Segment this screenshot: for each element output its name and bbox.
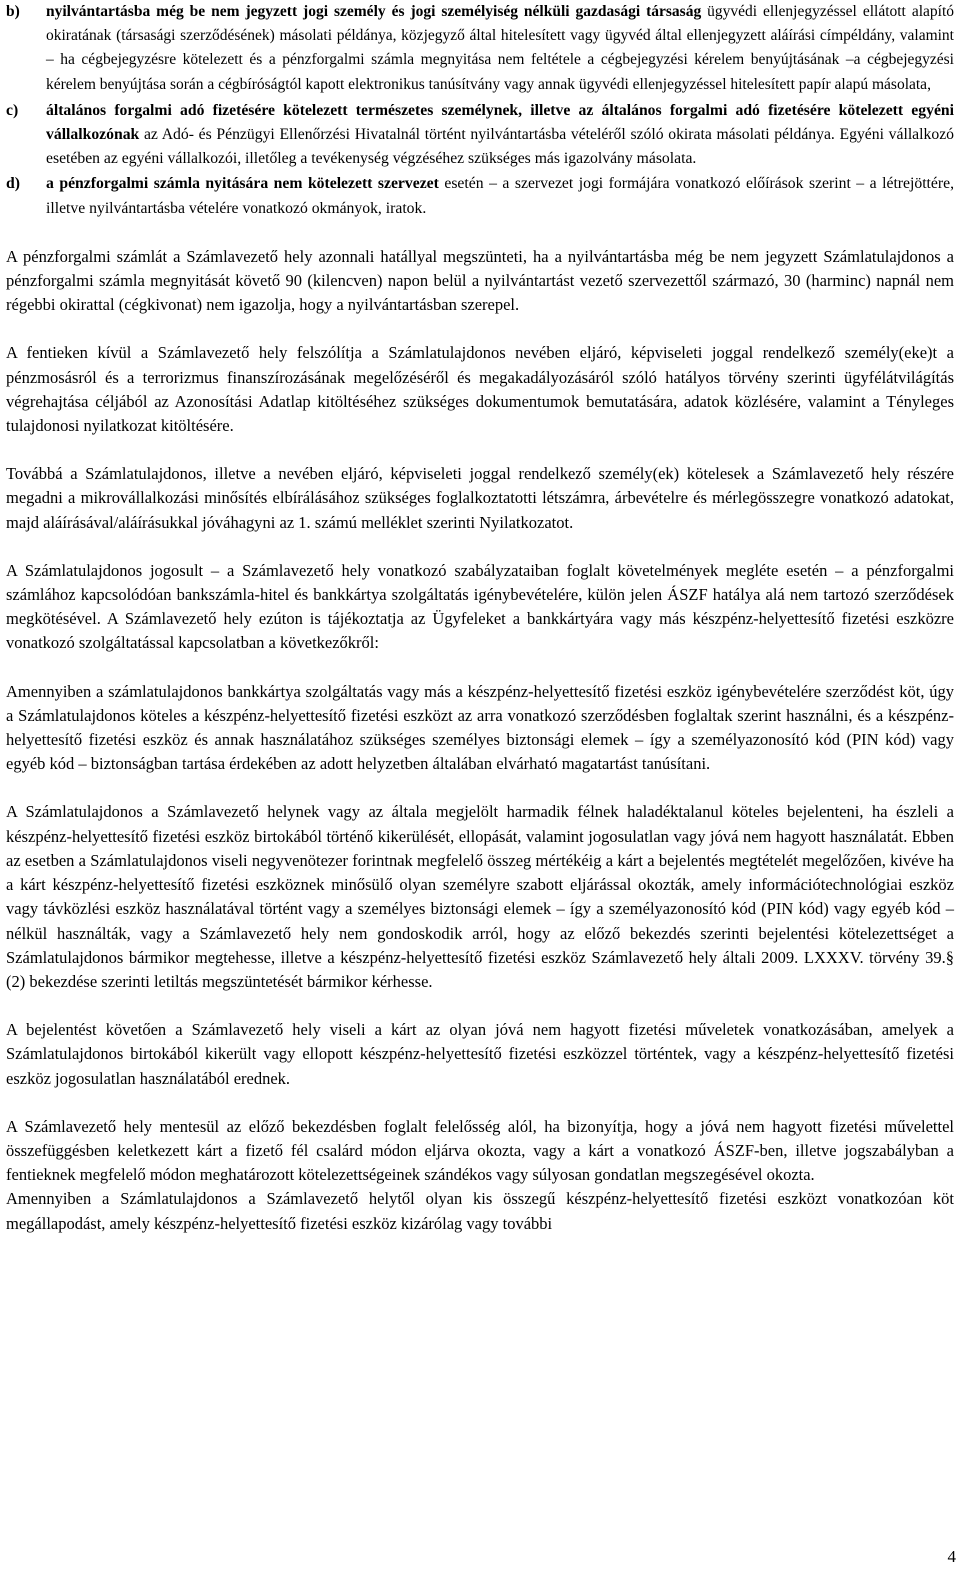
list-item-text: esetén – a szervezet jogi formájára vonatkozó előírások szerint – a létrejöttére, illetve nyilvántartásba vételére vonatkozó okmányok, iratok. xyxy=(46,175,954,217)
list-marker: d) xyxy=(6,175,20,193)
list-item-d xyxy=(6,172,954,220)
list-item-b xyxy=(6,0,954,97)
paragraph: A Számlatulajdonos a Számlavezető helynek vagy az általa megjelölt harmadik félnek haladéktalanul köteles bejelenteni, ha észleli a készpénz-helyettesítő fizetési eszköz birtokából történő kikerülését, ellopását, valamint jogosulatlan vagy jóvá nem hagyott használatát. Ebben az esetben a Számlatulajdonos viseli negyvenötezer forintnak megfelelő összeg mértékéig a kárt a bejelentés megtételét megelőzően, kivéve ha a kárt készpénz-helyettesítő fizetési eszköznek minősülő olyan személyre szabott eljárással okozták, amely információtechnológiai eszköz vagy távközlési eszköz használatával történt vagy a személyes biztonsági elemek – így a személyazonosító kód (PIN kód) vagy egyéb kód – nélkül használták, vagy a Számlavezető hely nem gondoskodik arról, hogy az előző bekezdés szerinti bejelentési kötelezettséget a Számlatulajdonos bármikor megtehesse, illetve a készpénz-helyettesítő fizetési eszköz Számlavezető hely általi 2009. LXXXV. törvény 39.§ (2) bekezdése szerinti letiltás megszüntetését bármikor kérhesse. xyxy=(6,802,954,991)
paragraph: A fentieken kívül a Számlavezető hely felszólítja a Számlatulajdonos nevében eljáró, képviseleti joggal rendelkező személy(eke)t a pénzmosásról és a terrorizmus finanszírozásának megelőzéséről és megakadályozásáról szóló hatályos törvény szerinti ügyfélátvilágítás végrehajtása céljából az Azonosítási Adatlap kitöltéséhez szükséges dokumentumok bemutatására, adatok közlésére, valamint a Tényleges tulajdonosi nyilatkozat kitöltésére. xyxy=(6,343,954,436)
paragraph: Továbbá a Számlatulajdonos, illetve a nevében eljáró, képviseleti joggal rendelkező személy(ek) kötelesek a Számlavezető hely részére megadni a mikrovállalkozási minősítés elbírálásához szükséges foglalkoztatotti létszámra, árbevételre és mérlegösszegre vonatkozó adatokat, majd aláírásával/aláírásukkal jóváhagyni az 1. számú melléklet szerinti Nyilatkozatot. xyxy=(6,464,954,532)
list-item-c xyxy=(6,99,954,172)
list-marker: c) xyxy=(6,101,19,119)
page-number: 4 xyxy=(947,1547,956,1566)
paragraph: A pénzforgalmi számlát a Számlavezető hely azonnali hatállyal megszünteti, ha a nyilvántartásba még be nem jegyzett Számlatulajdonos a pénzforgalmi számla megnyitását követő 90 (kilencven) napon belül a nyilvántartást vezető szervezettől származó, 30 (harminc) napnál nem régebbi okirattal (cégkivonat) nem igazolja, hogy a nyilvántartásban szerepel. xyxy=(6,246,954,315)
paragraph: A Számlatulajdonos jogosult – a Számlavezető hely vonatkozó szabályzataiban foglalt követelmények megléte esetén – a pénzforgalmi számlához kapcsolódóan bankszámla-hitel és bankkártya szolgáltatás igénybevételére, külön jelen ÁSZF hatálya alá nem tartozó szerződések megkötésével. A Számlavezető hely ezúton is tájékoztatja az Ügyfeleket a bankkártyára vagy más készpénz-helyettesítő fizetési eszközre vonatkozó szolgáltatással kapcsolatban a következőkről: xyxy=(6,560,954,653)
paragraph: A bejelentést követően a Számlavezető hely viseli a kárt az olyan jóvá nem hagyott fizetési műveletek vonatkozásában, amelyek a Számlatulajdonos birtokából kikerült vagy ellopott készpénz-helyettesítő fizetési eszközzel történtek, vagy a készpénz-helyettesítő fizetési eszköz jogosulatlan használatából erednek. xyxy=(6,1020,954,1088)
list-item-bold-text: a pénzforgalmi számla nyitására nem kötelezett szervezet xyxy=(46,175,439,193)
list-item-text: az Adó- és Pénzügyi Ellenőrzési Hivatalnál történt nyilvántartásba vételéről szóló okirata másolati példánya. Egyéni vállalkozó esetében az egyéni vállalkozói, illetőleg a tevékenység végzéséhez szükséges más igazolvány másolata. xyxy=(46,126,954,168)
paragraph: Amennyiben a számlatulajdonos bankkártya szolgáltatás vagy más a készpénz-helyettesítő fizetési eszköz igénybevételére szerződést köt, úgy a Számlatulajdonos köteles a készpénz-helyettesítő fizetési eszközt az arra vonatkozó szerződésben foglaltak szerint használni, és a készpénz-helyettesítő fizetési eszköz és annak használatához szükséges személyes biztonsági elemek – így a személyazonosító kód (PIN kód) vagy egyéb kód – biztonságban tartása érdekében az adott helyzetben általában elvárható magatartást tanúsítani. xyxy=(6,681,954,774)
document-page xyxy=(6,0,954,1236)
list-marker: b) xyxy=(6,3,20,20)
list-item-bold-text: nyilvántartásba még be nem jegyzett jogi személy és jogi személyiség nélküli gazdasági társaság xyxy=(46,3,702,20)
list-item-bold-text: általános forgalmi adó fizetésére kötelezett természetes személynek, illetve az általános forgalmi adó fizetésére kötelezett egyéni vállalkozónak xyxy=(46,101,954,144)
paragraph: A Számlavezető hely mentesül az előző bekezdésben foglalt felelősség alól, ha bizonyítja, hogy a jóvá nem hagyott fizetési művelettel összefüggésben keletkezett kárt a fizető fél csalárd módon eljárva okozta, vagy a kárt a vonatkozó ÁSZF-ben, illetve jogszabályban a fentieknek megfelelő módon meghatározott kötelezettségeinek szándékos vagy súlyosan gondatlan megszegésével okozta. xyxy=(6,1116,954,1185)
list-item-text: ügyvédi ellenjegyzéssel ellátott alapító okiratának (társasági szerződésének) másolati példánya, közjegyző által hitelesített vagy ügyvéd által ellenjegyzett aláírási címpéldány, valamint – ha cégbejegyzésre kötelezett és a pénzforgalmi számla megnyitása nem feltétele a cégbejegyzési kérelem benyújtásának –a cégbejegyzési kérelem benyújtása során a cégbíróságtól kapott elektronikus tanúsítvány vagy annak ügyvédi ellenjegyzéssel hitelesített papír alapú másolata, xyxy=(46,3,954,93)
paragraph: Amennyiben a Számlatulajdonos a Számlavezető helytől olyan kis összegű készpénz-helyettesítő fizetési eszközt vonatkozóan köt megállapodást, amely készpénz-helyettesítő fizetési eszköz kizárólag vagy további xyxy=(6,1189,954,1233)
